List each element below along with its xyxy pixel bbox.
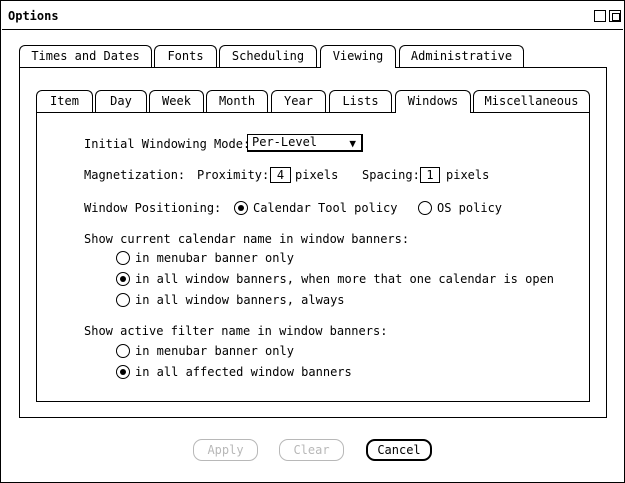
clear-button[interactable]: Clear (279, 439, 344, 461)
calendar-name-label: Show current calendar name in window banners: (84, 232, 410, 246)
filter-name-label: Show active filter name in window banners: (84, 324, 388, 338)
tab-administrative[interactable]: Administrative (399, 45, 524, 67)
filter-name-menubar-label: in menubar banner only (135, 344, 294, 358)
filter-name-menubar-radio[interactable] (116, 344, 130, 358)
tab-windows[interactable]: Windows (395, 90, 471, 113)
positioning-os-label: OS policy (437, 201, 503, 215)
calendar-name-always-label: in all window banners, always (135, 293, 345, 307)
filter-name-affected-label: in all affected window banners (135, 365, 352, 379)
tab-fonts[interactable]: Fonts (154, 45, 217, 67)
tab-year[interactable]: Year (271, 90, 326, 112)
calendar-name-always-radio[interactable] (116, 293, 130, 307)
spacing-unit: pixels (446, 168, 490, 182)
tab-viewing[interactable]: Viewing (320, 45, 396, 68)
title-bar (2, 2, 623, 30)
spacing-label: Spacing: (362, 168, 420, 182)
tab-miscellaneous[interactable]: Miscellaneous (473, 90, 590, 112)
tab-day[interactable]: Day (95, 90, 147, 112)
minimize-button[interactable] (594, 10, 606, 22)
tab-lists[interactable]: Lists (329, 90, 392, 112)
positioning-label: Window Positioning: (84, 201, 222, 215)
dropdown-arrow-icon: ▼ (349, 137, 356, 150)
initial-mode-value: Per-Level (252, 135, 318, 149)
tab-scheduling[interactable]: Scheduling (219, 45, 317, 67)
initial-mode-select[interactable] (247, 134, 363, 152)
apply-button[interactable]: Apply (193, 439, 258, 461)
initial-mode-label: Initial Windowing Mode: (84, 137, 251, 151)
calendar-name-menubar-radio[interactable] (116, 251, 130, 265)
tab-item[interactable]: Item (36, 90, 93, 112)
proximity-field[interactable]: 4 (270, 167, 291, 183)
cancel-button[interactable]: Cancel (366, 439, 432, 461)
filter-name-affected-radio[interactable] (116, 365, 130, 379)
calendar-name-multiple-radio[interactable] (116, 272, 130, 286)
magnetization-label: Magnetization: (84, 168, 186, 182)
tab-times-and-dates[interactable]: Times and Dates (19, 45, 152, 67)
calendar-name-menubar-label: in menubar banner only (135, 251, 294, 265)
tab-week[interactable]: Week (149, 90, 204, 112)
positioning-calendar-radio[interactable] (234, 201, 248, 215)
window-title: Options (8, 9, 59, 23)
calendar-name-multiple-label: in all window banners, when more that one calendar is open (135, 272, 555, 286)
proximity-label: Proximity: (197, 168, 270, 182)
tab-month[interactable]: Month (206, 90, 268, 112)
maximize-button[interactable] (609, 10, 621, 22)
spacing-field[interactable]: 1 (420, 167, 440, 183)
positioning-os-radio[interactable] (418, 201, 432, 215)
positioning-calendar-label: Calendar Tool policy (253, 201, 398, 215)
proximity-unit: pixels (295, 168, 339, 182)
